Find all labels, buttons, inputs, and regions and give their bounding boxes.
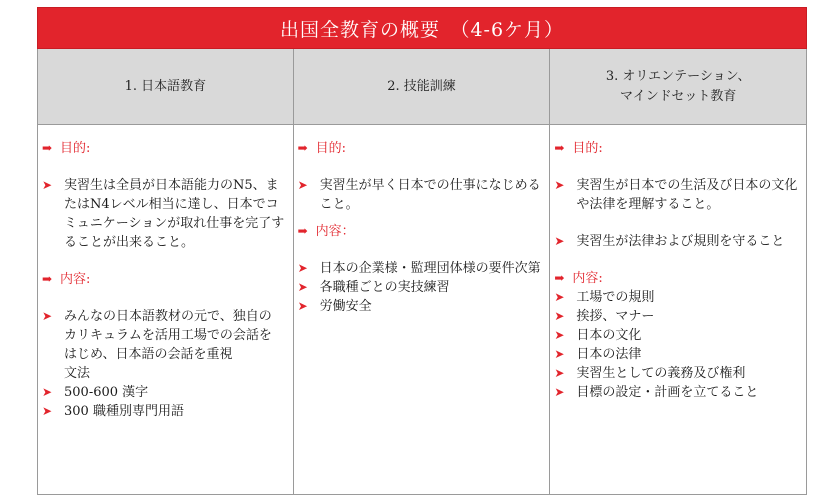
- list-item-text: 各職種ごとの実技練習: [319, 280, 450, 295]
- list-item: [554, 383, 798, 402]
- chevron-right-icon: ➤: [554, 290, 565, 304]
- header-skill-training: 2. 技能訓練: [294, 49, 551, 124]
- purpose-heading: [554, 139, 798, 158]
- chevron-right-icon: ➤: [297, 178, 308, 192]
- table-title: 出国全教育の概要 （4-6ケ月）: [37, 7, 807, 49]
- list-item-text: 挨拶、マナー: [576, 309, 655, 324]
- overview-table: [37, 7, 807, 495]
- list-item: [554, 176, 798, 214]
- chevron-right-icon: ➤: [42, 309, 53, 323]
- list-item: [554, 232, 798, 251]
- purpose-label: 目的:: [572, 141, 603, 156]
- list-item: [42, 383, 285, 402]
- list-item: [554, 288, 798, 307]
- chevron-right-icon: ➤: [554, 385, 565, 399]
- chevron-right-icon: ➤: [554, 366, 565, 380]
- list-item-text: 実習生としての義務及び権利: [576, 366, 746, 381]
- header-orientation: [550, 49, 807, 124]
- content-heading: [298, 222, 542, 241]
- list-item: [298, 259, 542, 278]
- chevron-right-icon: ➤: [42, 385, 53, 399]
- list-item-text: 工場での規則: [576, 290, 655, 305]
- chevron-right-icon: ➤: [297, 299, 308, 313]
- purpose-label: 目的:: [60, 141, 91, 156]
- chevron-right-icon: ➤: [297, 280, 308, 294]
- list-item: [42, 307, 285, 383]
- list-item: [554, 364, 798, 383]
- header-row: [37, 49, 807, 125]
- purpose-heading: [298, 139, 542, 158]
- arrow-right-icon: ➡: [554, 141, 565, 155]
- chevron-right-icon: ➤: [554, 178, 565, 192]
- list-item: [554, 326, 798, 345]
- arrow-right-icon: ➡: [42, 141, 53, 155]
- list-item-text: 労働安全: [319, 299, 372, 314]
- chevron-right-icon: ➤: [42, 404, 53, 418]
- list-item-text: 日本の文化: [576, 328, 642, 343]
- column-skill-training: [294, 125, 551, 494]
- chevron-right-icon: ➤: [297, 261, 308, 275]
- arrow-right-icon: ➡: [297, 141, 308, 155]
- list-item: [298, 297, 542, 316]
- list-item: [554, 307, 798, 326]
- list-item-text: 実習生が早く日本での仕事になじめること。: [319, 178, 541, 212]
- content-label: 内容:: [572, 271, 603, 286]
- list-item-text: 300 職種別専門用語: [64, 404, 184, 419]
- list-item-text: 日本の企業様・監理団体様の要件次第: [319, 261, 541, 276]
- chevron-right-icon: ➤: [554, 347, 565, 361]
- content-label: 内容：: [315, 224, 355, 239]
- list-item-text: みんなの日本語教材の元で、独自のカリキュラムを活用工場での会話をはじめ、日本語の会話を重視 文法: [64, 309, 272, 381]
- list-item-text: 実習生が日本での生活及び日本の文化や法律を理解すること。: [576, 178, 798, 212]
- purpose-label: 目的:: [315, 141, 347, 156]
- content-heading: [42, 270, 285, 289]
- list-item: [554, 345, 798, 364]
- list-item: [298, 176, 542, 214]
- list-item: [42, 176, 285, 252]
- list-item: [298, 278, 542, 297]
- chevron-right-icon: ➤: [554, 328, 565, 342]
- content-heading: [554, 269, 798, 288]
- list-item-text: 500-600 漢字: [64, 385, 149, 400]
- chevron-right-icon: ➤: [554, 234, 565, 248]
- arrow-right-icon: ➡: [297, 224, 308, 238]
- header-orientation-line2: マインドセット教育: [619, 88, 737, 104]
- list-item-text: 実習生は全員が日本語能力のN5、またはN4レベル相当に達し、日本でコミュニケーションが取れ仕事を完了することが出来ること。: [64, 178, 285, 250]
- list-item-text: 日本の法律: [576, 347, 642, 362]
- column-japanese-education: [38, 125, 294, 494]
- list-item-text: 実習生が法律および規則を守ること: [576, 234, 785, 249]
- header-japanese-education: 1. 日本語教育: [38, 49, 294, 124]
- list-item: [42, 402, 285, 421]
- column-orientation: [550, 125, 807, 494]
- arrow-right-icon: ➡: [42, 272, 53, 286]
- header-orientation-line1: 3. オリエンテーション、: [605, 68, 751, 84]
- chevron-right-icon: ➤: [554, 309, 565, 323]
- arrow-right-icon: ➡: [554, 271, 565, 285]
- purpose-heading: [42, 139, 285, 158]
- content-label: 内容:: [60, 272, 91, 287]
- content-row: [37, 125, 807, 495]
- chevron-right-icon: ➤: [42, 178, 53, 192]
- list-item-text: 目標の設定・計画を立てること: [576, 385, 759, 400]
